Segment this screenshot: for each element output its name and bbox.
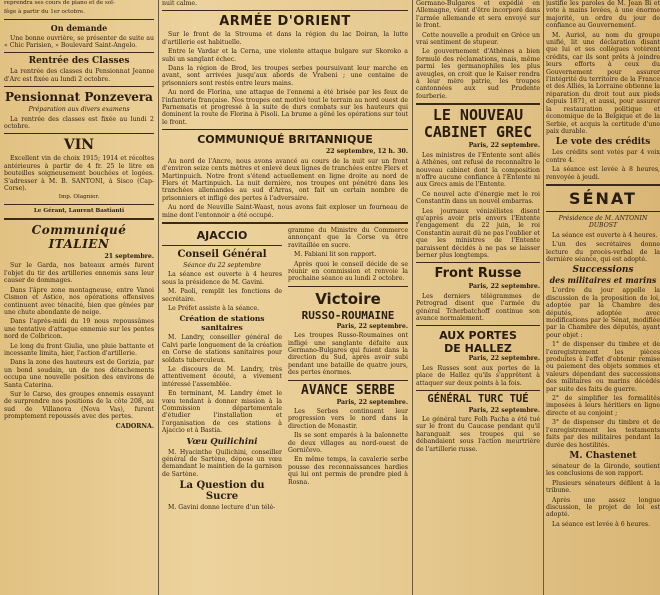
armee-paragraph: Dans la région de Brod, les troupes serbes poursuivant leur marche en avant, sont arrivées jusqu'aux abords de Vrabeni ; une centaine de prisonniers sont restés entre leurs mains. — [162, 65, 408, 87]
conseil-date: Séance du 22 septembre — [183, 261, 261, 269]
top-paragraph: justifie les paroles de M. Jean Bi et vote à mains levées, à une énorme majorité, un ordre du jour de confiance au Gouvernement. — [546, 0, 660, 30]
mid-paragraph: gramme du Ministre du Commerce annonçant que la Corse va être ravitaillée en sucre. — [288, 226, 408, 249]
communique-date: 21 septembre. — [104, 253, 154, 261]
divider — [416, 325, 540, 326]
column-rule — [158, 0, 159, 595]
successions-heading: Successions — [572, 265, 634, 276]
lower-section — [162, 227, 408, 514]
communique-paragraph: Dans la zone des hauteurs est de Gorizia, par un bond soudain, un de nos détachements occupa une nouvelle position des environs de Santa Caterina. — [4, 359, 154, 389]
communique-heading: Communiqué — [31, 223, 127, 238]
senat-paragraph: La séance est ouverte à 4 heures. — [552, 231, 658, 239]
pensionnat-text: La rentrée des classes est fixée au lundi 2 octobre. — [4, 115, 154, 131]
ajaccio-heading: AJACCIO — [196, 228, 248, 242]
sucre-heading: La Question du Sucre — [179, 480, 265, 503]
divider — [4, 86, 154, 87]
communique-signature: CADORNA. — [115, 422, 154, 430]
credits-text: Les crédits sont votés par 4 voix contre 4. — [546, 149, 660, 164]
victoire-heading: Victoire — [315, 289, 381, 308]
rentree-heading: Rentrée des Classes — [28, 56, 130, 67]
russo-text: Les troupes Russo-Roumaines ont infligé une sanglante défaite aux Germano-Bulgares qui fuient dans la direction du Sud, après avoir subi pendant une bataille de quatre jours, des pertes énormes. — [288, 332, 408, 377]
pensionnat-subheading: Préparation aux divers examens — [28, 106, 130, 114]
communique-paragraph: Dans l'après-midi du 19 nous repoussâmes une tentative d'attaque ennemie sur les pentes nord de Colbricon. — [4, 318, 154, 341]
voeu-heading: Vœu Quilichini — [186, 436, 258, 447]
top-line: fège à partir du 1er octobre. — [4, 8, 85, 15]
top-paragraph: Cette nouvelle a produit en Grèce un vrai sentiment de stupeur. — [416, 31, 540, 47]
communique-paragraph: Dans l'âpre zone montagneuse, entre Vanoi Cismon et Astico, nos opérations offensives continuent avec ténacité, bien que gênées par une chute abondante de neige. — [4, 286, 154, 316]
nouveau-paragraph: Les ministres de l'Entente sont allés à Athènes, ont refusé de reconnaître le nouveau cabinet dont la composition n'offre aucune confiance à l'Entente ni aux Grecs amis de l'Entente. — [416, 151, 540, 189]
avance-date: Paris, 22 septembre. — [336, 398, 408, 406]
vin-text: Excellent vin de choix 1915; 1914 et récoltes antérieures à partir de 4 fr. 25 le litre en bouteilles soigneusement bouchées et logées. S'adresser à M. B. SANTONI, à Sisco (Cap-Corse). — [4, 155, 154, 193]
divider — [162, 222, 408, 224]
britannique-heading: COMMUNIQUÉ BRITANNIQUE — [197, 133, 373, 147]
divider — [4, 52, 154, 53]
divider — [162, 245, 282, 246]
portes-heading: AUX PORTES — [439, 329, 517, 343]
nouveau-paragraph: Les journaux vénizélistes disent qu'après avoir pris envers l'Entente l'engagement du 22 juin, le roi Constantin aurait dû ne pas l'oublier et que les ministres de l'Entente paraissent décidés à ne pas se laisser berner plus longtemps. — [416, 207, 540, 259]
sucre-text: M. Gavini donne lecture d'un télé- — [168, 504, 276, 512]
chastenet-paragraph: Plusieurs sénateurs défilent à la tribune. — [546, 479, 660, 495]
divider — [4, 133, 154, 134]
britannique-paragraph: Au nord de Neuville Saint-Waast, nous avons fait exploser un fourneau de mine dont l'entonnoir a été occupé. — [162, 204, 408, 219]
avance-paragraph: En même temps, la cavalerie serbe pousse des reconnaissances hardies qui lui ont permis de prendre pied à Rosna. — [288, 456, 408, 486]
column-1 — [4, 0, 154, 595]
divider — [416, 262, 540, 263]
top-paragraph: M. Auriol, au nom du groupe unifié, lit une déclaration disant que lui et ses collègues votèrent crédits, car ils sont prêts à joindre leurs efforts à ceux du Gouvernement pour assurer l'intégrité du territoire de la France et des Alliés, la Lorraine obtienne la réparation du droit tout aux pieds depuis 1871, et aussi, pour assurer la restauration politique et économique de la Belgique et de la Serbie, et acquis la certitude d'une paix durable. — [546, 31, 660, 135]
avance-paragraph: Les Serbes continuent leur progression vers le nord dans la direction de Monastir. — [288, 408, 408, 430]
chastenet-paragraph: La séance est levée à 6 heures. — [552, 520, 651, 528]
column-rule — [543, 0, 544, 595]
senat-heading: SÉNAT — [569, 188, 637, 208]
successions-paragraph: 2° de simplifier les formalités imposées à leurs héritiers en ligne directe et au conjoint ; — [546, 395, 660, 417]
on-demande-text: Une bonne ouvrière, se présenter de suite au « Chic Parisien, » Boulevard Saint-Angelo. — [4, 34, 154, 49]
chastenet-paragraph: sénateur de la Gironde, soutient les conclusions de son rapport. — [546, 462, 660, 478]
creation-heading: Création de stations sanitaires — [179, 314, 265, 333]
conseil-paragraph: Le Préfet assiste à la séance. — [168, 304, 260, 312]
communique-paragraph: Sur le Carso, des groupes ennemis essayant de surprendre nos positions de la côte 208, au sud de Villanova (Nova Vas), furent promptement repoussés avec des pertes. — [4, 390, 154, 421]
armee-paragraph: Entre le Vardar et la Cerna, une violente attaque bulgare sur Skoroko a subi un sanglant échec. — [162, 48, 408, 63]
senat-paragraph: L'un des secrétaires donne lecture du procès-verbal de la dernière séance, qui est adopté. — [546, 241, 660, 263]
ajaccio-column — [162, 227, 282, 514]
divider — [288, 380, 408, 381]
vin-heading: VIN — [63, 137, 95, 154]
front-russe-heading: Front Russe — [434, 266, 522, 282]
gerant-line: Le Gérant, Laurent Bastianti — [33, 208, 125, 215]
mid-paragraph: Après quoi le conseil décide de se réunir en commission et renvoie la prochaine séance au lundi 2 octobre. — [288, 260, 408, 283]
column-3 — [416, 0, 540, 595]
successions-paragraph: L'ordre du jour appelle la discussion de la proposition de loi, adoptée par la Chambre des députés, adoptée avec modifications par le Sénat, modifiée par la Chambre des députés, ayant pour objet : — [546, 287, 660, 339]
mid-paragraph: M. Fabiani lit son rapport. — [294, 251, 377, 259]
conseil-heading: Conseil Général — [177, 248, 267, 260]
general-turc-heading: GÉNÉRAL TURC TUÉ — [427, 393, 529, 406]
divider — [546, 211, 660, 212]
rentree-text: La rentrée des classes du Pensionnat Jeanne d'Arc est fixée au lundi 2 octobre. — [4, 68, 154, 83]
divider — [416, 390, 540, 391]
successions-paragraph: 3° de dispenser du timbre et de l'enregistrement les testaments faits par des militaires pendant la durée des hostilités. — [546, 419, 660, 449]
armee-paragraph: Sur le front de la Strouma et dans la région du lac Doiran, la lutte d'artillerie est habituelle. — [162, 31, 408, 46]
front-date: Paris, 22 septembre. — [468, 283, 540, 291]
avance-serbe-heading: AVANCE SERBE — [301, 382, 395, 398]
column-rule — [412, 0, 413, 595]
britannique-date: 22 septembre, 12 h. 30. — [325, 148, 408, 156]
communique-paragraph: Sur le Garda, nos bateaux armés furent l'objet du tir des artilleries ennemis sans leur causer de dommages. — [4, 262, 154, 285]
successions-heading: des militaires et marins — [549, 275, 657, 286]
nouveau-cabinet-heading: CABINET GREC — [423, 123, 533, 142]
credits-text: La séance est levée à 8 heures, renvoyée à jeudi. — [546, 166, 660, 181]
top-paragraph: Germano-Bulgares et expédié en Allemagne, vient d'être incorporé dans l'armée allemande et sera envoyé sur le front. — [416, 0, 540, 30]
credits-heading: Le vote des crédits — [555, 137, 651, 148]
armee-orient-heading: ARMÉE D'ORIENT — [219, 14, 351, 30]
top-paragraph: Le gouvernement d'Athènes a bien formulé des réclamations, mais, même parmi les germanophiles les plus aveugles, on croit que le Kaiser rendra à leur mère patrie, les troupes cantonnées aux sud Prudente fourberie. — [416, 48, 540, 100]
conseil-paragraph: La séance est ouverte à 4 heures sous la présidence de M. Gavini. — [162, 271, 282, 286]
successions-paragraph: 1° de dispenser du timbre et de l'enregistrement les pièces produites à l'effet d'obtenir remise ou paiement des objets sommes et valeurs dépendant des successions des militaires ou marins décédés par suite des faits de guerre. — [546, 341, 660, 393]
on-demande-heading: On demande — [50, 22, 108, 33]
top-line: reprendra ses cours de piano et de sol- — [4, 0, 115, 6]
armee-paragraph: Au nord de Florina, une attaque de l'ennemi a été brisée par les feux de l'infanterie française. Nos troupes ont motivé tout le terrain au nord ouest de Parnematis et progressé à la suite de durs combats sur les hauteurs qui dominent la route de Florina à Pisoli. La brume a gêné les opérations sur tout le front. — [162, 89, 408, 126]
victoire-column — [288, 227, 408, 514]
communique-heading-country: ITALIEN — [48, 237, 110, 252]
russo-roumaine-heading: RUSSO-ROUMAINE — [301, 308, 395, 322]
chastenet-paragraph: Après une assez longue discussion, le projet de loi est adopté. — [546, 496, 660, 519]
divider — [162, 10, 408, 11]
conseil-paragraph: M. Paoli, remplit les fonctions de secrétaire. — [162, 288, 282, 303]
divider — [4, 218, 154, 220]
nouveau-paragraph: Ce nouvel acte d'énergie met le roi Constantin dans un nouvel embarras. — [416, 190, 540, 206]
pensionnat-heading: Pensionnat Ponzevera — [5, 90, 153, 105]
senat-presidence: Présidence de M. ANTONIN DUBOST — [558, 214, 648, 230]
column-2 — [162, 0, 408, 595]
divider — [546, 184, 660, 186]
imprint: Imp. Olagnier. — [58, 194, 100, 201]
portes-text: Les Russes sont aux portes de la place de Hallez qu'ils s'apprêtent à attaquer sur deux points à la fois. — [416, 364, 540, 387]
portes-heading: DE HALLEZ — [444, 342, 512, 356]
divider — [4, 204, 154, 205]
general-text: Le général turc Folh Pacha a été tué sur le front du Caucase pendant qu'il haranguait ses troupes qui se débandaient sous l'action meurtrière de l'artillerie russe. — [416, 415, 540, 453]
top-line: nuit calme. — [162, 0, 198, 7]
front-text: Les derniers télégrammes de Petrograd disent que l'armée du général Tcherbatchoff continue son avance normalement. — [416, 292, 540, 322]
communique-paragraph: Le long du front Giulia, une pluie battante et incessante limita, hier, l'action d'artillerie. — [4, 342, 154, 357]
column-4 — [546, 0, 660, 595]
britannique-paragraph: Au nord de l'Ancre, nous avons avancé au cours de la nuit sur un front d'environ seize cents mètres et enlevé deux lignes de tranchées entre Flers et Martinpuich. Notre front s'étend actuellement en ligne droite au nord de Flers et Martinpuich. La nuit dernière, nos troupes ont pénétré dans les tranchées allemandes au sud d'Arras, ont fait un certain nombre de prisonniers et infligé des pertes à l'adversaire. — [162, 157, 408, 202]
russo-date: Paris, 22 septembre. — [336, 322, 408, 330]
nouveau-cabinet-heading: LE NOUVEAU — [432, 106, 524, 125]
nouveau-date: Paris, 22 septembre. — [468, 142, 540, 150]
creation-paragraph: Le discours de M. Landry, très attentivement écouté, a vivement intéressé l'assemblée. — [162, 366, 282, 388]
divider — [4, 19, 154, 20]
divider — [288, 286, 408, 287]
general-date: Paris, 22 septembre. — [468, 406, 540, 414]
chastenet-heading: M. Chastenet — [569, 450, 637, 461]
divider — [416, 103, 540, 105]
voeu-text: M. Hyacinthe Quilichini, conseiller général de Sartène, dépose un vœu demandant le maintien de la garnison de Sartène. — [162, 448, 282, 478]
creation-paragraph: M. Landry, conseiller général de Calvi parle longuement de la création en Corse de stations sanitaires pour soldats tuberculeux. — [162, 334, 282, 364]
creation-paragraph: En terminant, M. Landry émet le vœu tendant à donner mission à la Commission départementale d'étudier l'installation et l'organisation de ces stations à Ajaccio et à Bastia. — [162, 390, 282, 435]
portes-date: Paris, 22 septembre. — [468, 355, 540, 363]
avance-paragraph: Ils se sont emparés à la baïonnette de deux villages au nord-ouest de Gorničevo. — [288, 432, 408, 455]
divider — [162, 129, 408, 130]
